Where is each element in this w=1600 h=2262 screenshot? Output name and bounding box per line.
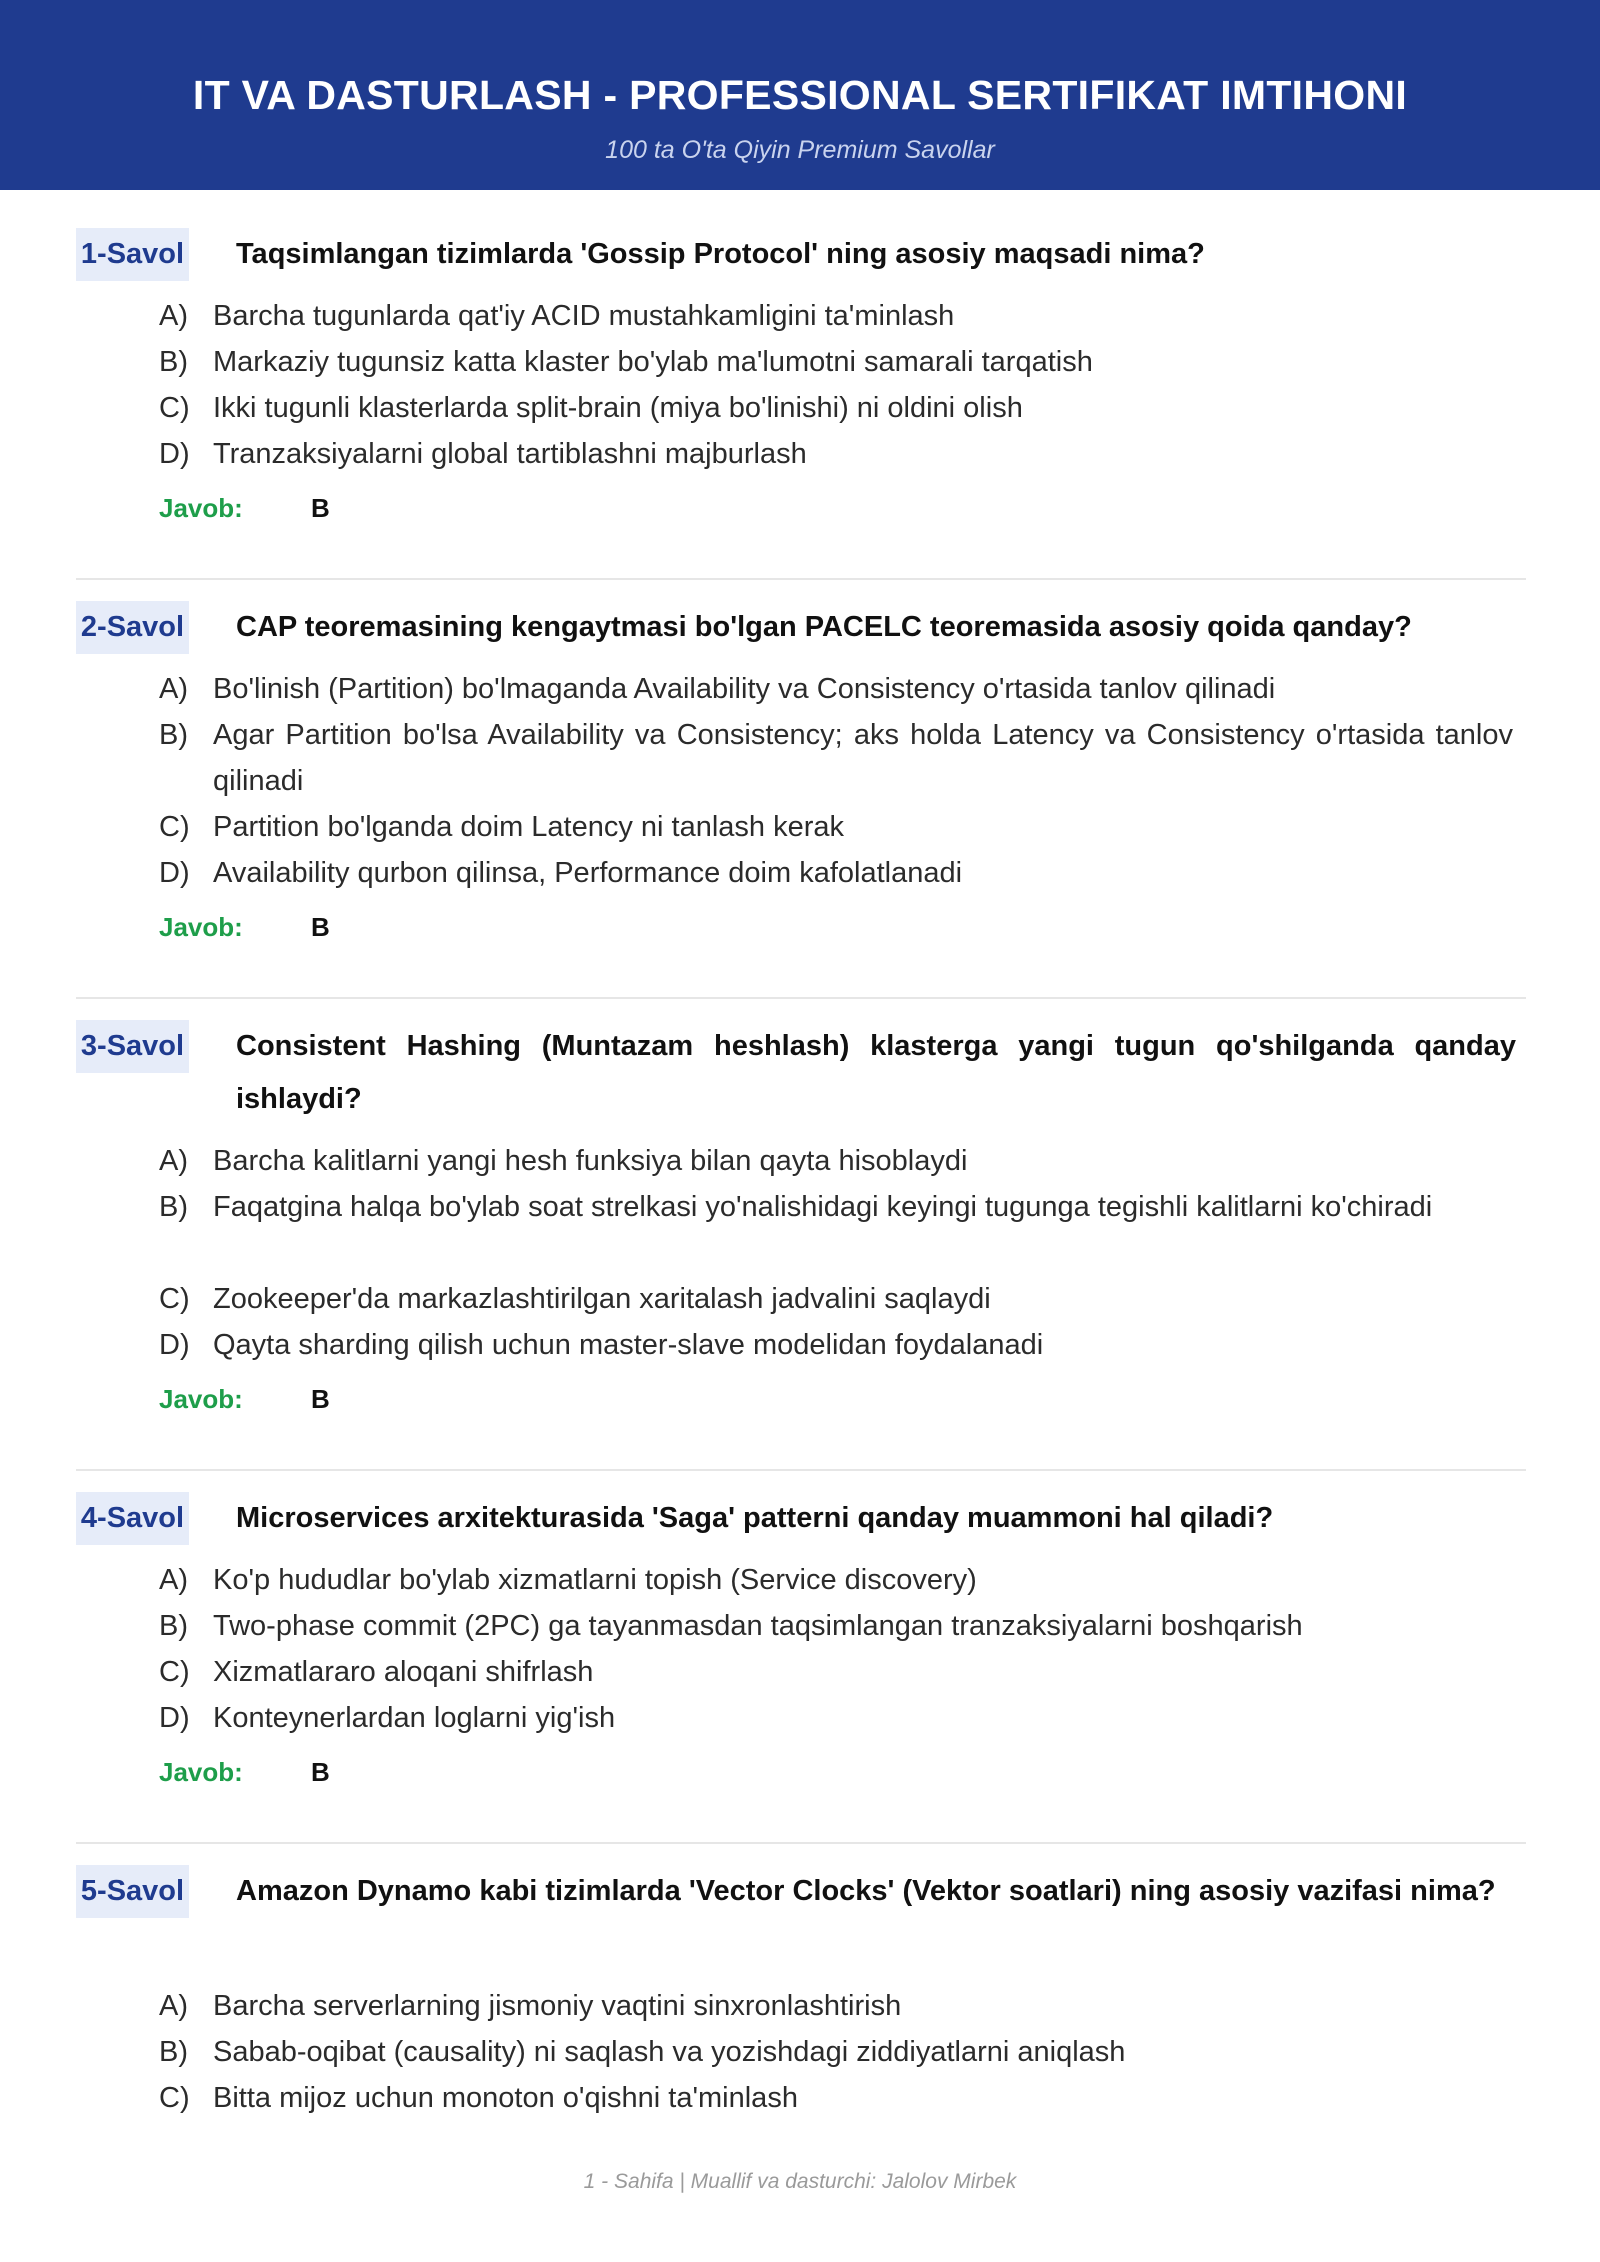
question-text: Consistent Hashing (Muntazam heshlash) klasterga yangi tugun qo'shilganda qanday ishlaydi? bbox=[236, 1030, 1516, 1115]
divider bbox=[76, 1842, 1526, 1844]
option-b bbox=[159, 339, 1519, 385]
question-text: Microservices arxitekturasida 'Saga' patterni qanday muammoni hal qiladi? bbox=[236, 1502, 1274, 1534]
option-text: Ko'p hududlar bo'ylab xizmatlarni topish (Service discovery) bbox=[213, 1564, 977, 1596]
option-a bbox=[159, 293, 1519, 339]
option-letter: C) bbox=[159, 1283, 190, 1315]
option-d bbox=[159, 1322, 1519, 1368]
option-b bbox=[159, 712, 1519, 804]
option-c bbox=[159, 1649, 1519, 1695]
option-text: Bitta mijoz uchun monoton o'qishni ta'minlash bbox=[213, 2082, 798, 2114]
option-text: Availability qurbon qilinsa, Performance doim kafolatlanadi bbox=[213, 857, 963, 889]
option-letter: C) bbox=[159, 1656, 190, 1688]
option-c bbox=[159, 804, 1519, 850]
answer-label: Javob: bbox=[159, 1384, 243, 1414]
option-text: Barcha serverlarning jismoniy vaqtini sinxronlashtirish bbox=[213, 1990, 902, 2022]
option-letter: A) bbox=[159, 1564, 188, 1596]
answer-value: B bbox=[311, 1757, 330, 1787]
option-letter: B) bbox=[159, 719, 188, 751]
answer-label: Javob: bbox=[159, 493, 243, 523]
option-text: Konteynerlardan loglarni yig'ish bbox=[213, 1702, 616, 1734]
option-text: Two-phase commit (2PC) ga tayanmasdan taqsimlangan tranzaksiyalarni boshqarish bbox=[213, 1610, 1303, 1642]
question-number-badge: 4-Savol bbox=[76, 1492, 189, 1545]
option-letter: D) bbox=[159, 857, 190, 889]
answer-value: B bbox=[311, 493, 330, 523]
divider bbox=[76, 578, 1526, 580]
option-text: Xizmatlararo aloqani shifrlash bbox=[213, 1656, 594, 1688]
question-text: CAP teoremasining kengaytmasi bo'lgan PACELC teoremasida asosiy qoida qanday? bbox=[236, 611, 1412, 643]
option-letter: C) bbox=[159, 392, 190, 424]
option-a bbox=[159, 1138, 1519, 1184]
option-a bbox=[159, 1557, 1519, 1603]
option-d bbox=[159, 431, 1519, 477]
question-number-badge: 1-Savol bbox=[76, 228, 189, 281]
question-text: Taqsimlangan tizimlarda 'Gossip Protocol' ning asosiy maqsadi nima? bbox=[236, 238, 1205, 270]
option-letter: A) bbox=[159, 673, 188, 705]
question-text: Amazon Dynamo kabi tizimlarda 'Vector Clocks' (Vektor soatlari) ning asosiy vazifasi nima? bbox=[236, 1875, 1496, 1907]
option-c bbox=[159, 1276, 1519, 1322]
option-text: Faqatgina halqa bo'ylab soat strelkasi yo'nalishidagi keyingi tugunga tegishli kalitlarni ko'chiradi bbox=[213, 1191, 1433, 1223]
option-text: Sabab-oqibat (causality) ni saqlash va yozishdagi ziddiyatlarni aniqlash bbox=[213, 2036, 1126, 2068]
page-footer: 1 - Sahifa | Muallif va dasturchi: Jalolov Mirbek bbox=[583, 2170, 1017, 2193]
option-a bbox=[159, 1983, 1519, 2029]
option-b bbox=[159, 1603, 1519, 1649]
option-text: Barcha kalitlarni yangi hesh funksiya bilan qayta hisoblaydi bbox=[213, 1145, 968, 1177]
answer-label: Javob: bbox=[159, 1757, 243, 1787]
option-d bbox=[159, 850, 1519, 896]
option-c bbox=[159, 2075, 1519, 2121]
option-text: Qayta sharding qilish uchun master-slave modelidan foydalanadi bbox=[213, 1329, 1044, 1361]
option-text: Agar Partition bo'lsa Availability va Consistency; aks holda Latency va Consistency o'rtasida tanlov qilinadi bbox=[213, 719, 1513, 797]
option-letter: C) bbox=[159, 2082, 190, 2114]
document-title: IT VA DASTURLASH - PROFESSIONAL SERTIFIKAT IMTIHONI bbox=[192, 72, 1408, 118]
option-letter: A) bbox=[159, 1145, 188, 1177]
option-letter: D) bbox=[159, 1329, 190, 1361]
divider bbox=[76, 997, 1526, 999]
option-letter: D) bbox=[159, 438, 190, 470]
option-d bbox=[159, 1695, 1519, 1741]
option-c bbox=[159, 385, 1519, 431]
option-letter: C) bbox=[159, 811, 190, 843]
option-letter: B) bbox=[159, 2036, 188, 2068]
document-subtitle: 100 ta O'ta Qiyin Premium Savollar bbox=[605, 136, 995, 164]
option-text: Zookeeper'da markazlashtirilgan xaritalash jadvalini saqlaydi bbox=[213, 1283, 991, 1315]
divider bbox=[76, 1469, 1526, 1471]
page-header bbox=[0, 0, 1600, 190]
option-letter: B) bbox=[159, 1191, 188, 1223]
option-text: Tranzaksiyalarni global tartiblashni majburlash bbox=[213, 438, 807, 470]
answer-value: B bbox=[311, 912, 330, 942]
option-text: Bo'linish (Partition) bo'lmaganda Availability va Consistency o'rtasida tanlov qilinadi bbox=[213, 673, 1276, 705]
option-letter: B) bbox=[159, 346, 188, 378]
question-number-badge: 5-Savol bbox=[76, 1865, 189, 1918]
answer-label: Javob: bbox=[159, 912, 243, 942]
option-text: Markaziy tugunsiz katta klaster bo'ylab ma'lumotni samarali tarqatish bbox=[213, 346, 1093, 378]
option-a bbox=[159, 666, 1519, 712]
option-text: Ikki tugunli klasterlarda split-brain (miya bo'linishi) ni oldini olish bbox=[213, 392, 1023, 424]
option-letter: A) bbox=[159, 300, 188, 332]
question-number-badge: 2-Savol bbox=[76, 601, 189, 654]
option-b bbox=[159, 1184, 1519, 1230]
question-number-badge: 3-Savol bbox=[76, 1020, 189, 1073]
option-letter: B) bbox=[159, 1610, 188, 1642]
answer-value: B bbox=[311, 1384, 330, 1414]
option-letter: D) bbox=[159, 1702, 190, 1734]
option-letter: A) bbox=[159, 1990, 188, 2022]
option-b bbox=[159, 2029, 1519, 2075]
option-text: Barcha tugunlarda qat'iy ACID mustahkamligini ta'minlash bbox=[213, 300, 955, 332]
option-text: Partition bo'lganda doim Latency ni tanlash kerak bbox=[213, 811, 845, 843]
